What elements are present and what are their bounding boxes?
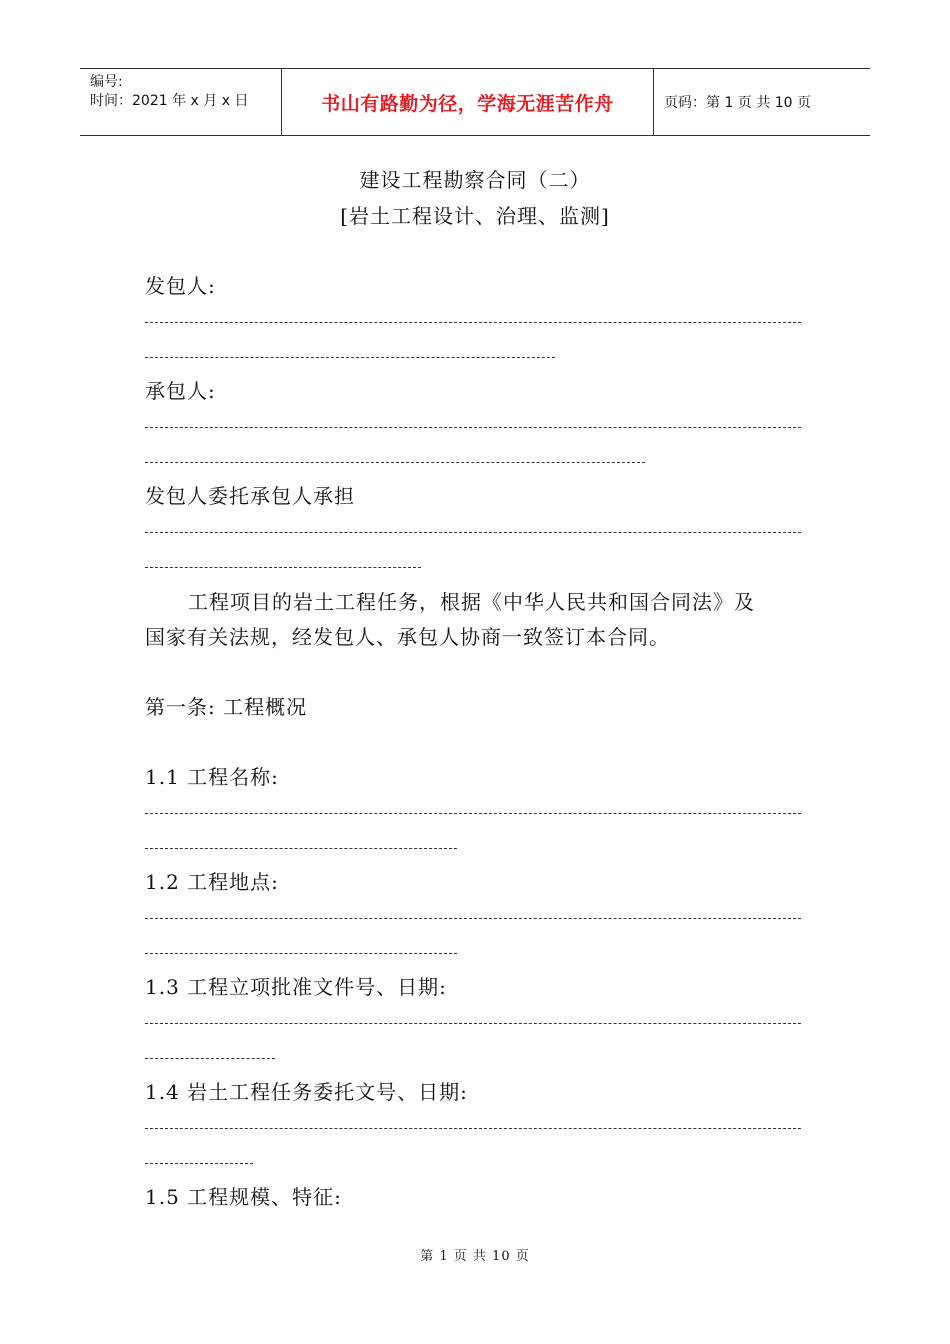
fill-in-line [145,1128,801,1129]
fill-in-line [145,357,555,358]
item-project-location: 1.2 工程地点: [145,870,279,894]
fill-in-line [145,322,801,323]
fill-in-line [145,1058,275,1059]
article-heading: 第一条: 工程概况 [145,695,308,719]
header-motto: 书山有路勤为径，学海无涯苦作舟 [282,69,654,135]
fill-in-line [145,848,457,849]
item-commission-doc: 1.4 岩土工程任务委托文号、日期: [145,1080,468,1104]
fill-in-line [145,953,457,954]
item-approval-doc: 1.3 工程立项批准文件号、日期: [145,975,447,999]
fill-in-line [145,1023,801,1024]
time-label: 时间：2021 年 x 月 x 日 [90,93,249,109]
header-page-info: 页码：第 1 页 共 10 页 [664,95,811,111]
contractor-label: 承包人: [145,379,216,403]
entrust-label: 发包人委托承包人承担 [145,484,355,508]
item-project-scale: 1.5 工程规模、特征: [145,1185,342,1209]
document-subtitle: [岩土工程设计、治理、监测] [340,204,610,228]
page-footer: 第 1 页 共 10 页 [420,1249,530,1264]
fill-in-line [145,1163,253,1164]
document-title: 建设工程勘察合同（二） [359,168,591,192]
document-header [80,68,870,136]
employer-label: 发包人: [145,274,216,298]
number-label: 编号: [90,74,123,90]
item-project-name: 1.1 工程名称: [145,765,279,789]
fill-in-line [145,462,645,463]
fill-in-line [145,532,801,533]
fill-in-line [145,427,801,428]
fill-in-line [145,813,801,814]
intro-paragraph-line: 国家有关法规，经发包人、承包人协商一致签订本合同。 [145,625,670,649]
intro-paragraph-line: 工程项目的岩土工程任务，根据《中华人民共和国合同法》及 [188,590,755,614]
header-meta-cell [80,69,282,135]
fill-in-line [145,567,421,568]
fill-in-line [145,918,801,919]
